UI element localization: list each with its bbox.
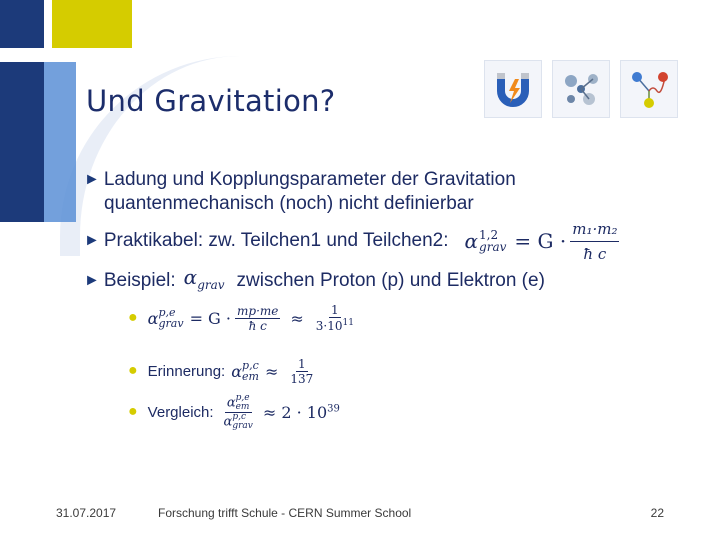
footer-title: Forschung trifft Schule - CERN Summer School [158, 506, 412, 520]
page-title: Und Gravitation? [86, 84, 336, 118]
subbullet-3-label: Vergleich: [147, 403, 214, 421]
footer-date: 31.07.2017 [56, 506, 117, 520]
bullet-dot-icon: ● [128, 309, 138, 326]
subbullet-3: ● Vergleich: α p,e em α p,c grav ≈ $2 \cdot 10^{39}$ [128, 392, 340, 431]
decorative-block-navy-top [0, 0, 44, 48]
bullet-arrow-icon: ► [84, 232, 100, 249]
slide-content [84, 168, 684, 432]
decorative-block-yellow [52, 0, 132, 48]
bullet-1-line-1: Ladung und Kopplungsparameter der Gravitation [103, 169, 516, 190]
bullet-1 [84, 168, 684, 216]
subbullet-2-label: Erinnerung: [147, 362, 226, 380]
subbullet-1: ● α p,e grav = G · $\frac{mp\cdot me}{\text{ħ c}}$ ≈ $\frac{1}{3\cdot 10^{11}}$ [128, 303, 354, 333]
bullet-2 [84, 219, 684, 263]
topic-icons [484, 60, 678, 118]
particle-decay-icon [552, 60, 610, 118]
page-number: 22 [650, 506, 664, 520]
bullet-dot-icon: ● [128, 403, 138, 420]
formula-alpha-grav-12: α 1,2 grav = G · $\frac{\text{m₁·m₂}}{\text{ħ c}}$ [465, 217, 624, 266]
subbullet-2: ● Erinnerung: α p,c em ≈ $\frac{1}{137}$ [128, 356, 314, 386]
bullet-dot-icon: ● [128, 362, 138, 379]
decorative-block-navy-left [0, 62, 44, 222]
bullet-arrow-icon: ► [84, 171, 100, 188]
magnet-icon [484, 60, 542, 118]
bullet-3: ► Beispiel: $\alpha_{grav}$ zwischen Proton (p) und Elektron (e) [84, 265, 545, 292]
bullet-arrow-icon: ► [84, 272, 100, 289]
bullet-3-prefix: Beispiel: [103, 270, 176, 291]
bullet-1-line-2: quantenmechanisch (noch) nicht definierbar [104, 193, 474, 214]
bullet-3-suffix: zwischen Proton (p) und Elektron (e) [236, 270, 545, 291]
bullet-2-text: Praktikabel: zw. Teilchen1 und Teilchen2: [103, 230, 449, 251]
feynman-diagram-icon [620, 60, 678, 118]
